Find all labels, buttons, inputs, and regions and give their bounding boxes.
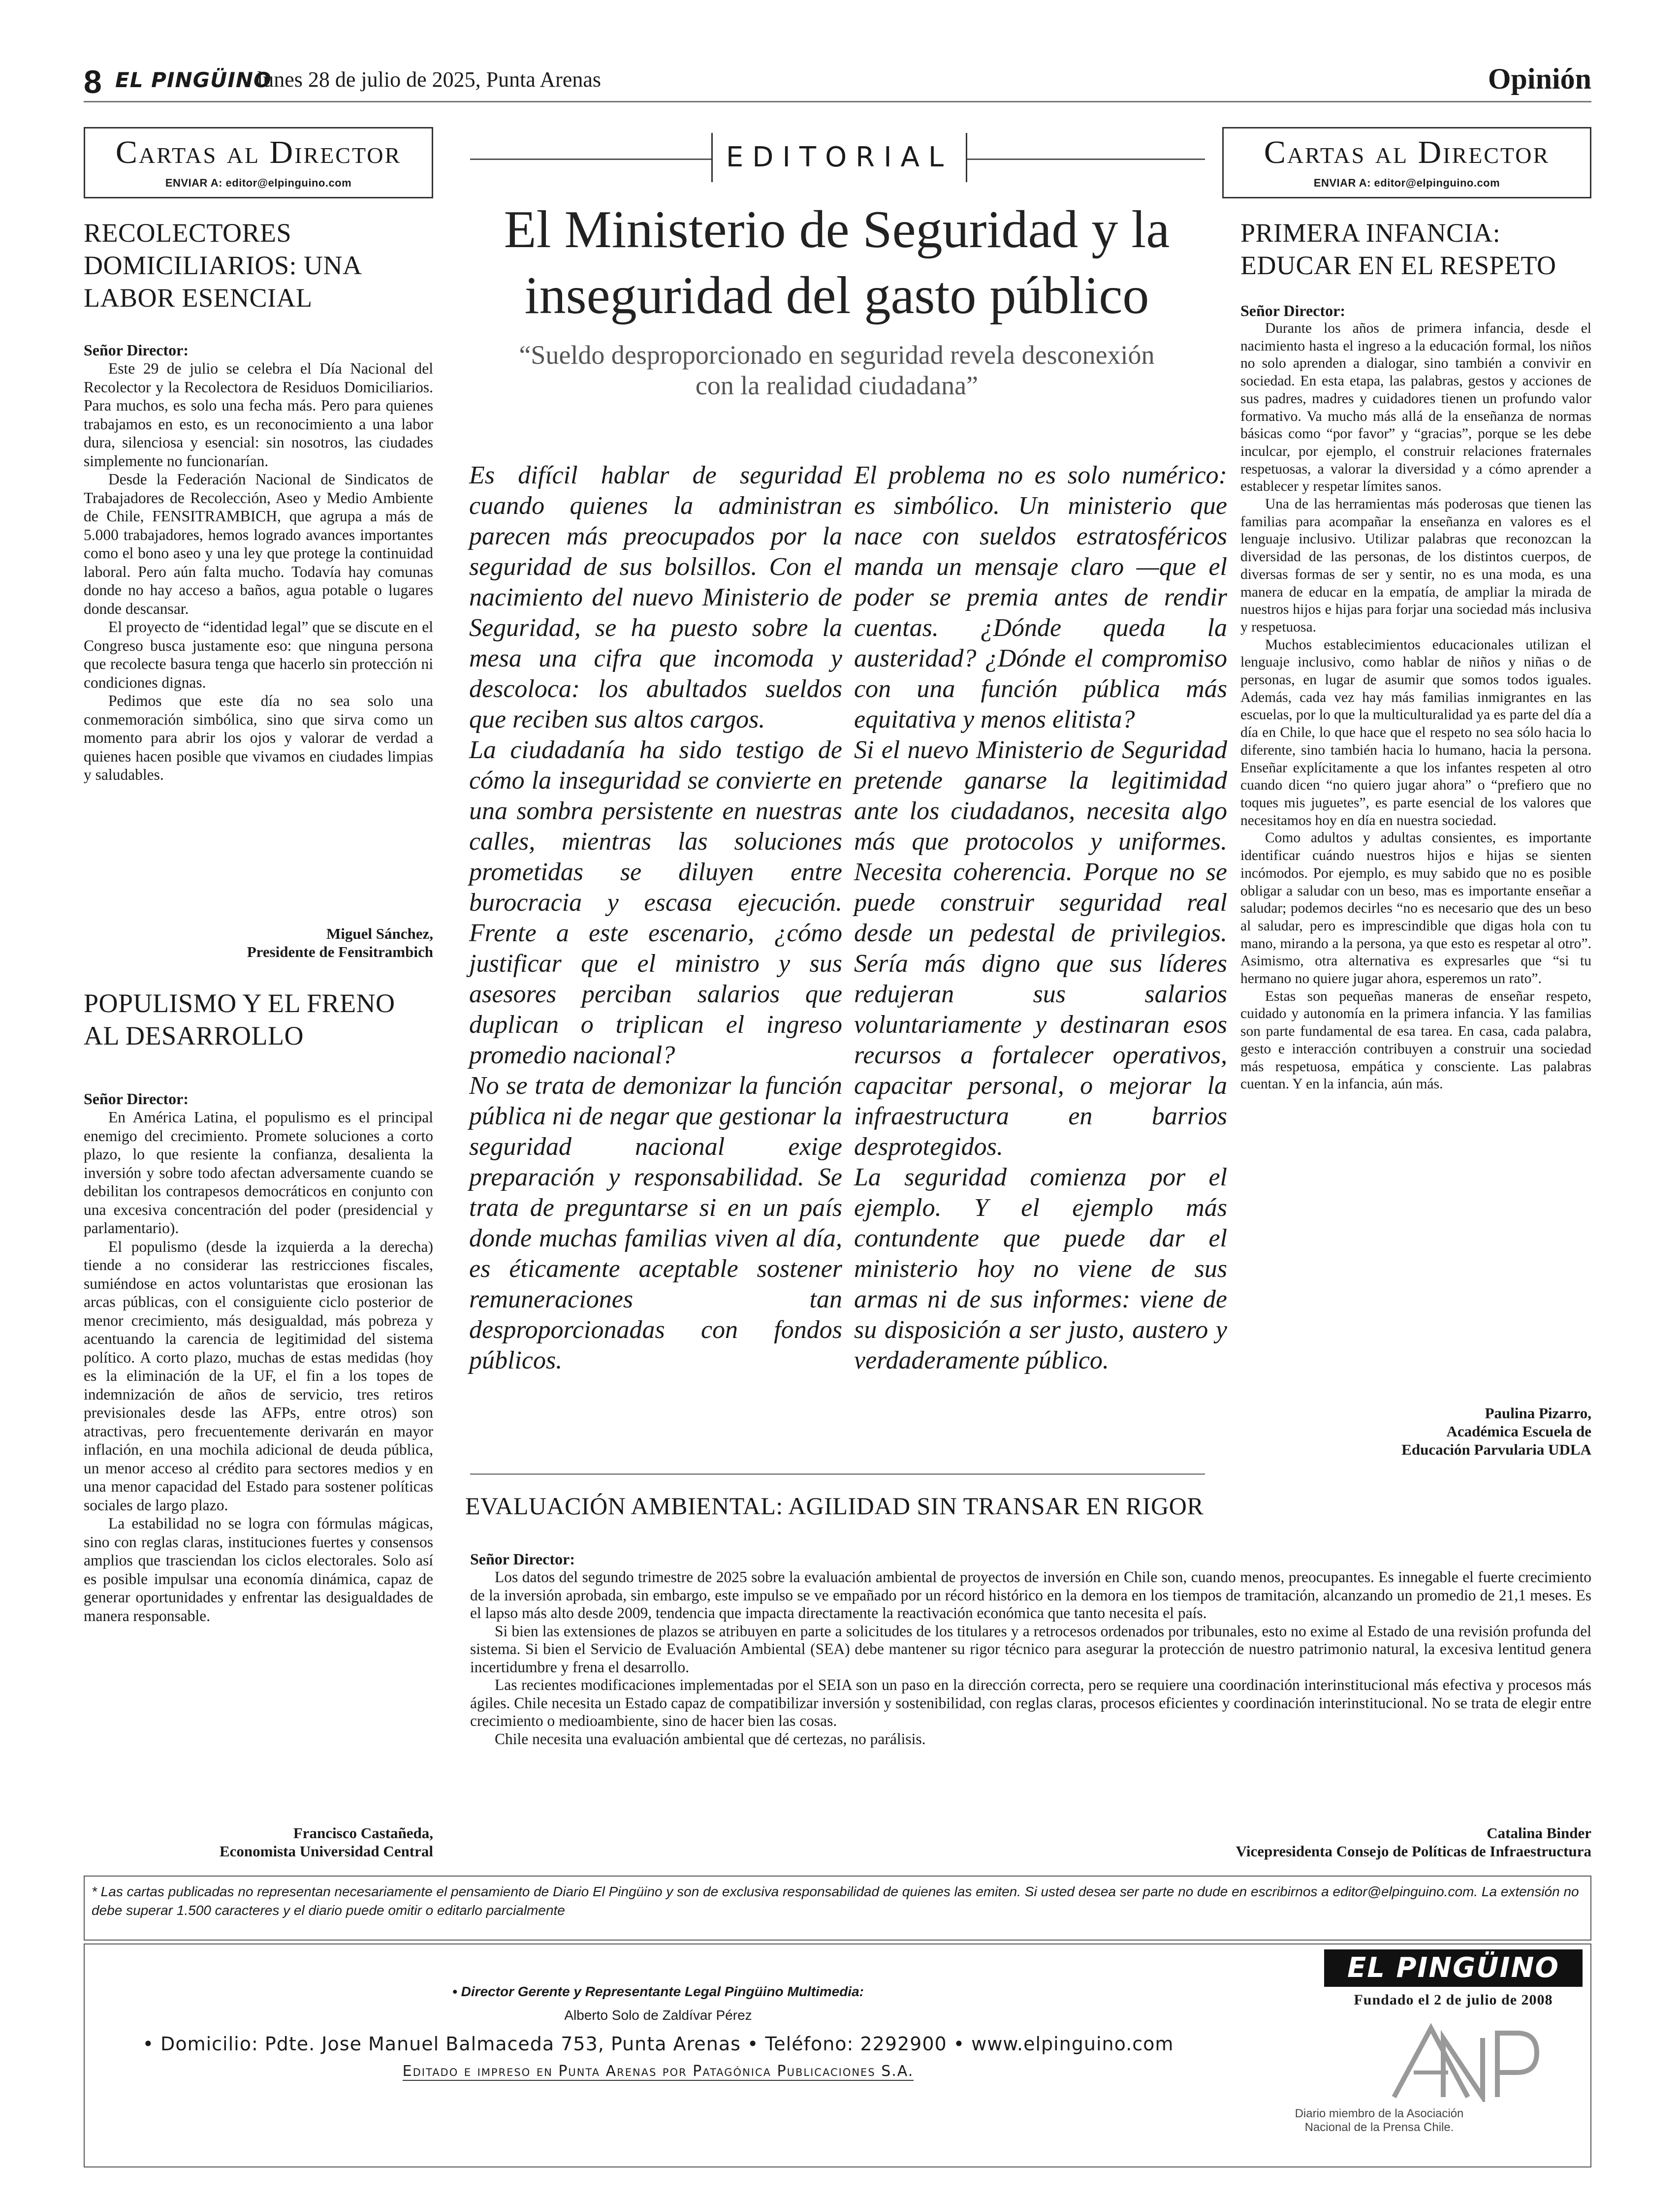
editorial-rule-right [967,159,1205,160]
editorial-subtitle: “Sueldo desproporcionado en seguridad revela desconexión con la realidad ciudadana” [519,340,1155,400]
letter3-paragraph: Como adultos y adultas consientes, es importante identificar cuándo nuestros hijos e hijas se sienten incómodos. Por ejemplo, es muy sabido que no es posible obligar a saludar con un beso, mas es importante enseñar a saludar; podemos decirles “no es necesario que des un beso al saludar, pero es imprescindible que digas hola con tu mano, mirando a la persona, ya que esto es respetar al otro”. Asimismo, otra alternativa es expresarles que “si tu hermano no quiere jugar ahora, esperemos un rato”. [1240,830,1591,987]
editorial-column-2 [854,460,1227,1376]
editorial-title: El Ministerio de Seguridad y la inseguridad del gasto público [504,200,1170,325]
letter2-paragraph: En América Latina, el populismo es el principal enemigo del crecimiento. Promete soluciones a corto plazo, lo que resiente la confianza, desalienta la inversión y sobre todo afectan adversamente cuando se debilitan los contrapesos democráticos en conjunto con una excesiva concentración del poder (presidencial y parlamentario). [84,1109,433,1237]
editorial-label-box [711,133,967,182]
letters-disclaimer: * Las cartas publicadas no representan necesariamente el pensamiento de Diario El Pingüino y son de exclusiva responsabilidad de quienes las emiten. Si usted desea ser parte no dude en escribirnos a editor@elpinguino.com. La extensión no debe superar 1.500 caracteres y el diario puede omitir o editarlo parcialmente [84,1876,1591,1941]
letter3-paragraph: Durante los años de primera infancia, desde el nacimiento hasta el ingreso a la educación formal, los niños no solo aprenden a dialogar, sino también a convivir en sociedad. En esta etapa, las palabras, gestos y acciones de sus padres, madres y cuidadores tienen un profundo valor formativo. Va mucho más allá de la enseñanza de normas básicas como “por favor” y “gracias”, porque se les debe inculcar, por ejemplo, el construir relaciones fraternales respetuosas, a valorar la diversidad y a cómo aprender a establecer y respetar límites sanos. [1240,320,1591,495]
letter1-body [84,341,433,784]
letter4-signature-name: Catalina Binder [1487,1824,1591,1842]
letters-header-email: ENVIAR A: editor@elpinguino.com [1313,177,1500,189]
header-rule [84,101,1591,102]
footer-printed-line [85,2063,1232,2080]
el-pinguino-logo: EL PINGÜINO [1324,1949,1583,1987]
letter4-paragraph: Los datos del segundo trimestre de 2025 sobre la evaluación ambiental de proyectos de inversión en Chile son, cuando menos, preocupantes. Es innegable el fuerte crecimiento de la inversión aprobada, sin embargo, este impulso se ve empañado por un récord histórico en la demora en los tiempos de tramitación, alcanzando un promedio de 21,1 meses. Es el lapso más alto desde 2009, tendencia que impacta directamente la reactivación económica que tanto necesita el país. [470,1568,1591,1622]
letter2-body [84,1089,433,1625]
letter3-salutation: Señor Director: [1240,302,1345,319]
letter1-paragraph: Este 29 de julio se celebra el Día Nacional del Recolector y la Recolectora de Residuos Domiciliarios. Para muchos, es solo una fecha más. Pero para quienes trabajamos en esto, es un reconocimiento a una labor dura, silenciosa y esencial: sin nosotros, las ciudades simplemente no funcionarían. [84,360,433,470]
letter4-signature [470,1824,1591,1860]
letter2-salutation: Señor Director: [84,1090,189,1108]
editorial-paragraph: La seguridad comienza por el ejemplo. Y el ejemplo más contundente que puede dar el ministerio hoy no viene de sus armas ni de sus informes: viene de su disposición a ser justo, austero y verdaderamente público. [854,1163,1227,1374]
footer-director-line: • Director Gerente y Representante Legal Pingüino Multimedia: [452,1984,864,1999]
letters-header-title: Cartas al Director [1264,134,1550,170]
letter2-paragraph: El populismo (desde la izquierda a la derecha) tiende a no considerar las restricciones fiscales, sumiéndose en actos voluntaristas que erosionan las arcas públicas, con el consiguiente ciclo posterior de menor crecimiento, más desigualdad, más pobreza y acentuando la carencia de legitimidad del sistema político. A corto plazo, muchas de estas medidas (hoy es la eliminación de la UF, el fin a los topes de indemnización de años de servicio, tres retiros previsionales desde las AFPs, entre otros) son atractivas, pero frecuentemente derivarán en mayor inflación, en una mochila adicional de deuda pública, un menor acceso al crédito para sectores medios y en una menor capacidad del Estado para sostener políticas sociales de largo plazo. [84,1238,433,1514]
page-header [84,60,1591,102]
letter2-title: POPULISMO Y EL FRENO AL DESARROLLO [84,988,395,1051]
letter4-title: EVALUACIÓN AMBIENTAL: AGILIDAD SIN TRANSAR EN RIGOR [465,1492,1204,1520]
issue-date-line: lunes 28 de julio de 2025, Punta Arenas [257,67,602,92]
letter3-paragraph: Muchos establecimientos educacionales utilizan el lenguaje inclusivo, como hablar de niños y niñas o de personas, en lugar de asumir que somos todos iguales. Además, cada vez hay más familias inmigrantes en las escuelas, por lo que la multiculturalidad ya es parte del día a día en Chile, lo que hace que el respeto no sea sólo hacia lo diferente, sino también hacia lo humano, hacia la persona. Enseñar explícitamente a que los infantes respeten al otro cuando dicen “no quiero jugar ahora” o “prefiero que no toques mis juguetes”, es parte esencial de los valores que necesitamos hoy en día en nuestra sociedad. [1240,637,1591,828]
letter1-salutation: Señor Director: [84,341,189,359]
letter2-paragraph: La estabilidad no se logra con fórmulas mágicas, sino con reglas claras, instituciones fuertes y consensos amplios que trasciendan los ciclos electorales. Solo así es posible impulsar una economía dinámica, capaz de generar oportunidades y enfrentar las desigualdades de manera responsable. [84,1515,433,1625]
letter3-signature [1240,1404,1591,1459]
letters-header-left [84,127,433,198]
editorial-label: EDITORIAL [726,141,953,173]
footer-address-line: • Domicilio: Pdte. Jose Manuel Balmaceda 753, Punta Arenas • Teléfono: 2292900 • www.elpinguino.com [142,2033,1174,2055]
letter2-signature [84,1824,433,1860]
letter4-signature-role: Vicepresidenta Consejo de Políticas de Infraestructura [1236,1843,1591,1860]
editorial-paragraph: La ciudadanía ha sido testigo de cómo la inseguridad se convierte en una sombra persistente en nuestras calles, mientras las soluciones prometidas se diluyen entre burocracia y escasa ejecución. Frente a este escenario, ¿cómo justificar que el ministro y sus asesores perciban salarios que duplican o triplican el ingreso promedio nacional? [469,736,842,1069]
letters-header-title: Cartas al Director [115,134,402,170]
founded-date: Fundado el 2 de julio de 2008 [1354,1992,1553,2008]
section-name: Opinión [1488,63,1591,95]
masthead-footer [84,1943,1591,2167]
letter1-signature-name: Miguel Sánchez, [326,925,433,942]
letter1-signature-role: Presidente de Fensitrambich [247,943,433,960]
letter1-paragraph: El proyecto de “identidad legal” que se discute en el Congreso busca justamente eso: que ninguna persona que recolecte basura tenga que hacerlo sin protección ni condiciones dignas. [84,618,433,691]
letter4-paragraph: Si bien las extensiones de plazos se atribuyen en parte a solicitudes de los titulares y a retrocesos ordenados por tribunales, esto no exime al Estado de una revisión profunda del sistema. Si bien el Servicio de Evaluación Ambiental (SEA) debe mantener su rigor técnico para asegurar la protección de nuestro patrimonio natural, la excesiva lentitud genera incertidumbre y frena el desarrollo. [470,1622,1591,1676]
editorial-paragraph: El problema no es solo numérico: es simbólico. Un ministerio que nace con sueldos estratosféricos manda un mensaje claro —que el poder se premia antes de rendir cuentas. ¿Dónde queda la austeridad? ¿Dónde el compromiso con una función pública más equitativa y menos elitista? [854,461,1227,733]
letter2-signature-role: Economista Universidad Central [220,1843,433,1860]
editorial-paragraph: No se trata de demonizar la función pública ni de negar que gestionar la seguridad nacional exige preparación y responsabilidad. Se trata de preguntarse si en un país donde muchas familias viven al día, es éticamente aceptable sostener remuneraciones tan desproporcionadas con fondos públicos. [469,1072,842,1374]
letter3-paragraph: Estas son pequeñas maneras de enseñar respeto, cuidado y autonomía en la primera infancia. Y las familias son parte fundamental de esa tarea. En casa, cada palabra, gesto e interacción contribuyen a construir una sociedad más respetuosa, empática y consciente. Las palabras cuentan. Y en la infancia, aún más. [1240,988,1591,1092]
letters-header-email: ENVIAR A: editor@elpinguino.com [165,177,352,189]
letter1-signature [84,924,433,961]
brand-wordmark: EL PINGÜINO [115,68,272,92]
editorial-rule-left [470,159,711,160]
letter3-title: PRIMERA INFANCIA: EDUCAR EN EL RESPETO [1240,218,1556,280]
editorial-paragraph: Es difícil hablar de seguridad cuando quienes la administran parecen más preocupados por la seguridad de sus bolsillos. Con el nacimiento del nuevo Ministerio de Seguridad, se ha puesto sobre la mesa una cifra que incomoda y descoloca: los abultados sueldos que reciben sus altos cargos. [469,461,842,733]
letter4-salutation: Señor Director: [470,1550,575,1568]
letter3-paragraph: Una de las herramientas más poderosas que tienen las familias para acompañar la enseñanza en valores es el lenguaje inclusivo. Utilizar palabras que reconozcan la diversidad de las personas, de los distintos cuerpos, de diversas formas de ser y sentir, no es una moda, es una manera de educar en la empatía, de ampliar la mirada de nuestros hijos e hijas para forjar una sociedad más inclusiva y respetuosa. [1240,496,1591,635]
letter3-body [1240,301,1591,1093]
letter3-signature-role: Académica Escuela de [1446,1423,1591,1440]
footer-printed-text: Editado e impreso en Punta Arenas por Patagónica Publicaciones S.A. [402,2063,914,2080]
letter1-paragraph: Pedimos que este día no sea solo una conmemoración simbólica, sino que sirva como un momento para abrir los ojos y valorar de verdad a quienes hacen posible que vivamos en ciudades limpias y saludables. [84,692,433,783]
editorial-bottom-rule [470,1473,1205,1475]
anp-caption: Diario miembro de la Asociación Nacional de la Prensa Chile. [1295,2107,1464,2134]
letter4-paragraph: Chile necesita una evaluación ambiental que dé certezas, no parálisis. [495,1730,926,1748]
letter4-paragraph: Las recientes modificaciones implementadas por el SEIA son un paso en la dirección correcta, pero se requiere una coordinación interinstitucional más efectiva y procesos más ágiles. Chile necesita un Estado capaz de compatibilizar inversión y sostenibilidad, con reglas claras, procesos eficientes y coordinación interinstitucional. No se trata de elegir entre crecimiento o medioambiente, sino de hacer bien las cosas. [470,1676,1591,1729]
letter2-signature-name: Francisco Castañeda, [293,1824,433,1842]
letter4-body [470,1550,1591,1748]
page-number: 8 [84,64,102,100]
letter1-paragraph: Desde la Federación Nacional de Sindicatos de Trabajadores de Recolección, Aseo y Medio Ambiente de Chile, FENSITRAMBICH, que agrupa a más de 5.000 trabajadores, hemos logrado avances importantes como el bono aseo y una ley que protege la continuidad laboral. Pero aún falta mucho. Todavía hay comunas donde no hay acceso a baños, agua potable o lugares donde descansar. [84,471,433,617]
letter3-signature-role: Educación Parvularia UDLA [1401,1441,1591,1458]
footer-director-name: Alberto Solo de Zaldívar Pérez [564,2007,752,2023]
anp-logo-icon [1384,2018,1542,2102]
letters-header-right [1222,127,1591,198]
letter1-title: RECOLECTORES DOMICILIARIOS: UNA LABOR ESENCIAL [84,218,361,313]
letter3-signature-name: Paulina Pizarro, [1485,1404,1591,1422]
editorial-paragraph: Si el nuevo Ministerio de Seguridad pretende ganarse la legitimidad ante los ciudadanos, necesita algo más que protocolos y uniformes. Necesita coherencia. Porque no se puede construir seguridad real desde un pedestal de privilegios. Sería más digno que sus líderes redujeran sus salarios voluntariamente y destinaran esos recursos a fortalecer operativos, capacitar personal, o mejorar la infraestructura en barrios desprotegidos. [854,736,1227,1161]
editorial-column-1 [469,460,842,1376]
